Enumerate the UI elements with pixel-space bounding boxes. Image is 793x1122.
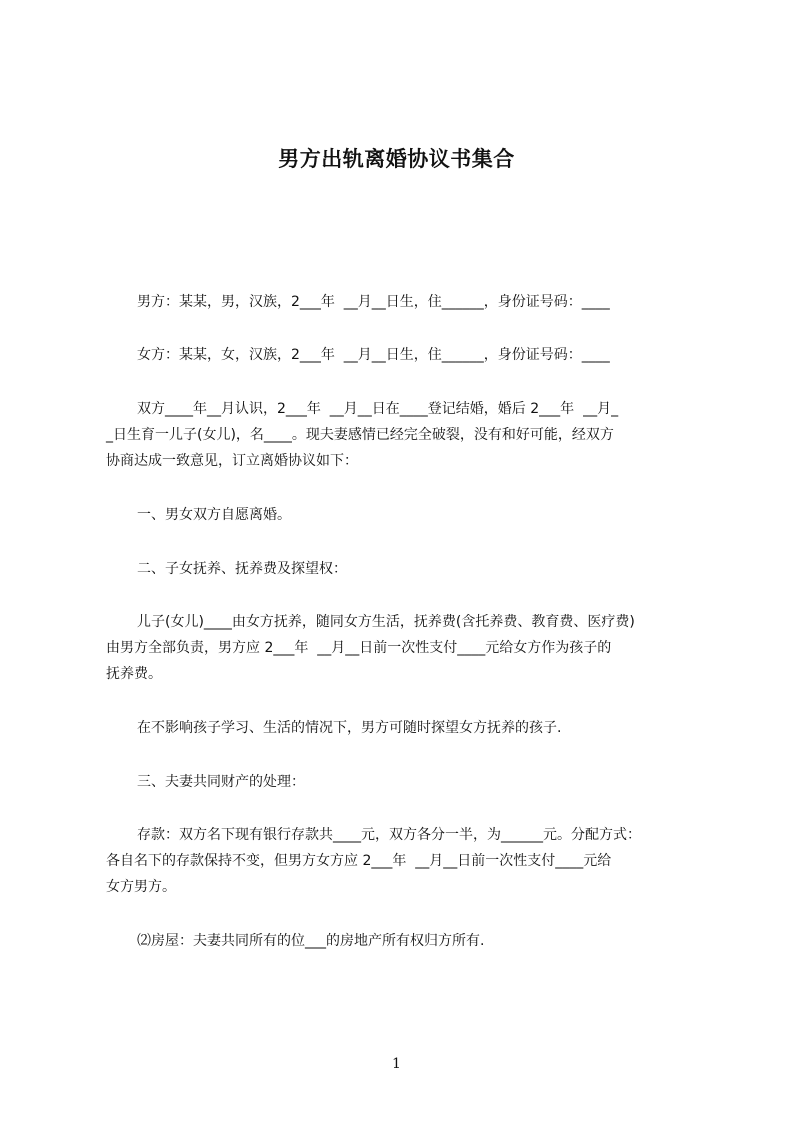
visitation-paragraph: 在不影响孩子学习、生活的情况下，男方可随时探望女方抚养的孩子. (137, 720, 562, 736)
husband-info: 男方：某某，男，汉族，2___年 __月__日生，住______，身份证号码：____ (137, 294, 610, 310)
deposit-line-3: 女方男方。 (106, 879, 176, 895)
wife-info: 女方：某某，女，汉族，2___年 __月__日生，住______，身份证号码：____ (137, 347, 610, 363)
document-title: 男方出轨离婚协议书集合 (278, 147, 515, 171)
clause-3-heading: 三、夫妻共同财产的处理： (137, 774, 305, 790)
deposit-line-2: 各自名下的存款保持不变，但男方女方应 2___年 __月__日前一次性支付____元给 (106, 853, 612, 869)
clause-1-heading: 一、男女双方自愿离婚。 (137, 507, 291, 523)
custody-line-2: 由男方全部负责，男方应 2___年 __月__日前一次性支付____元给女方作为孩子的 (106, 640, 612, 656)
custody-line-3: 抚养费。 (106, 666, 162, 682)
deposit-line-1: 存款：双方名下现有银行存款共____元，双方各分一半，为______元。分配方式： (137, 827, 641, 843)
custody-line-1: 儿子(女儿)____由女方抚养，随同女方生活，抚养费(含托养费、教育费、医疗费) (137, 614, 635, 630)
intro-line-3: 协商达成一致意见，订立离婚协议如下： (106, 453, 358, 469)
intro-line-1: 双方____年__月认识，2___年 __月__日在____登记结婚，婚后 2___年 __月_ (137, 401, 619, 417)
clause-2-heading: 二、子女抚养、抚养费及探望权： (137, 561, 347, 577)
house-paragraph: ⑵房屋：夫妻共同所有的位___的房地产所有权归方所有. (137, 933, 485, 949)
intro-line-2: _日生育一儿子(女儿)，名____。现夫妻感情已经完全破裂，没有和好可能，经双方 (106, 427, 614, 443)
page-number: 1 (392, 1056, 401, 1072)
